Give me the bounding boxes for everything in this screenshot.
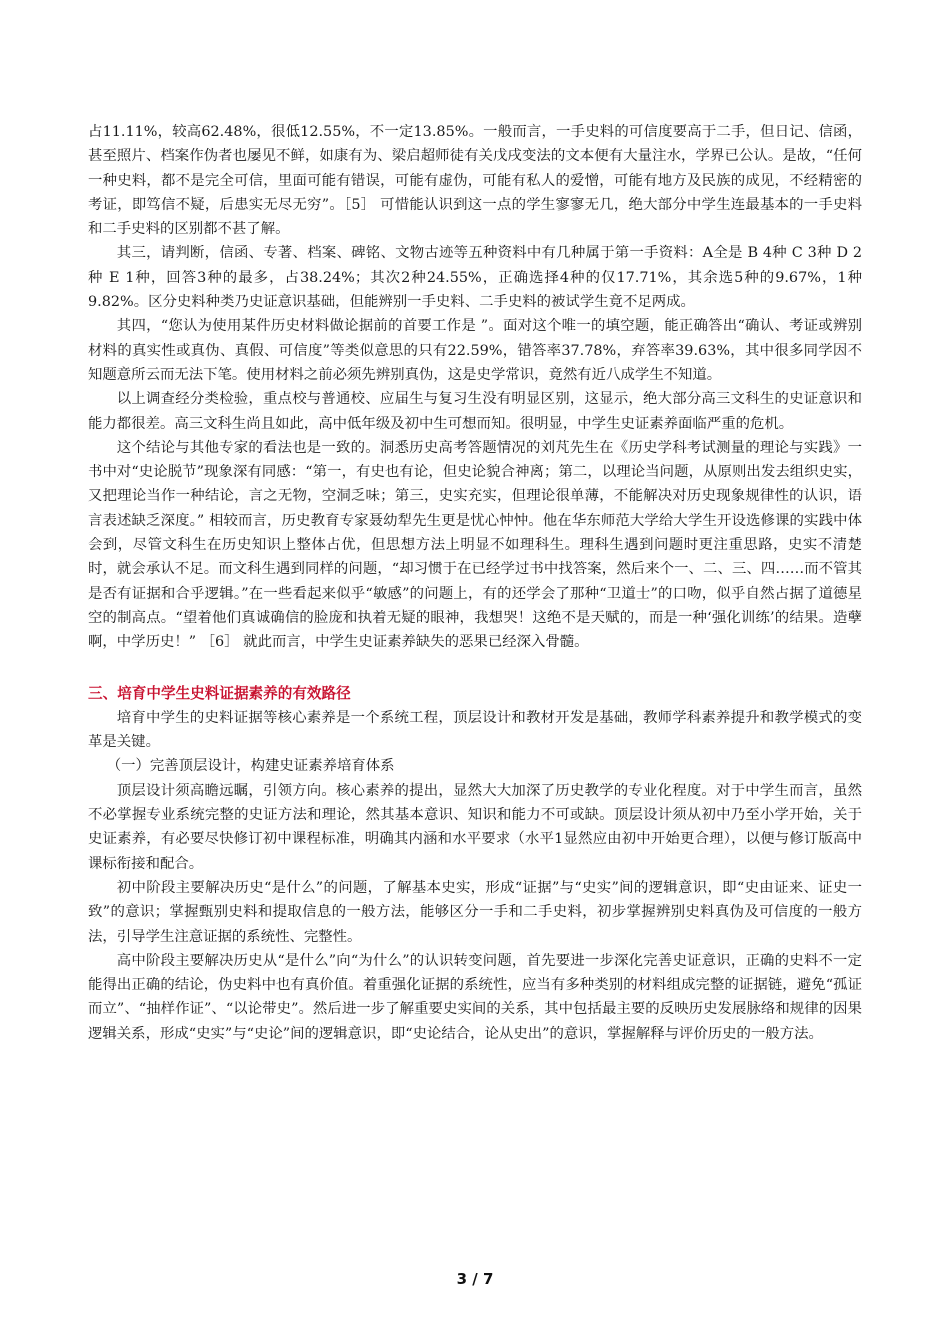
document-body xyxy=(88,120,862,1046)
page-number: 3 / 7 xyxy=(456,1270,494,1288)
paragraphs-before xyxy=(88,120,862,655)
paragraphs-after xyxy=(88,706,862,1046)
paragraph: 培育中学生的史料证据等核心素养是一个系统工程，顶层设计和教材开发是基础，教师学科素养提升和教学模式的变革是关键。 xyxy=(88,709,862,751)
paragraph: 其三，请判断，信函、专著、档案、碑铭、文物古迹等五种资料中有几种属于第一手资料：A全是 B 4种 C 3种 D 2种 E 1种，回答3种的最多，占38.24%；其次2种24.55%，正确选择4种的仅17.71%，其余选5种的9.67%，1种9.82%。区分史料种类乃史证意识基础，但能辨别一手史料、二手史料的被试学生竟不足两成。 xyxy=(88,245,862,311)
paragraph: 顶层设计须高瞻远瞩，引领方向。核心素养的提出，显然大大加深了历史教学的专业化程度。对于中学生而言，虽然不必掌握专业系统完整的史证方法和理论，然其基本意识、知识和能力不可或缺。顶层设计须从初中乃至小学开始，关于史证素养，有必要尽快修订初中课程标准，明确其内涵和水平要求（水平1显然应由初中开始更合理），以便与修订版高中课标衔接和配合。 xyxy=(88,782,862,872)
paragraph: 其四，“您认为使用某件历史材料做论据前的首要工作是 ”。面对这个唯一的填空题，能正确答出“确认、考证或辨别材料的真实性或真伪、真假、可信度”等类似意思的只有22.59%，错答率37.78%，弃答率39.63%，其中很多同学因不知题意所云而无法下笔。使用材料之前必须先辨别真伪，这是史学常识，竟然有近八成学生不知道。 xyxy=(88,318,862,383)
paragraph: 高中阶段主要解决历史从“是什么”向“为什么”的认识转变问题，首先要进一步深化完善史证意识，正确的史料不一定能得出正确的结论，伪史料中也有真价值。着重强化证据的系统性，应当有多种类别的材料组成完整的证据链，避免“孤证而立”、“抽样作证”、“以论带史”。然后进一步了解重要史实间的关系，其中包括最主要的反映历史发展脉络和规律的因果逻辑关系，形成“史实”与“史论”间的逻辑意识，即“史论结合，论从史出”的意识，掌握解释与评价历史的一般方法。 xyxy=(88,952,862,1042)
paragraph: 占11.11%，较高62.48%，很低12.55%，不一定13.85%。一般而言，一手史料的可信度要高于二手，但日记、信函，甚至照片、档案作伪者也屡见不鲜，如康有为、梁启超师徒有关戊戌变法的文本便有大量注水，学界已公认。是故，“任何一种史料，都不是完全可信，里面可能有错误，可能有虚伪，可能有私人的爱憎，可能有地方及民族的成见，不经精密的考证，即笃信不疑，后患实无尽无穷”。［5］ 可惜能认识到这一点的学生寥寥无几，绝大部分中学生连最基本的一手史料和二手史料的区别都不甚了解。 xyxy=(88,124,862,238)
subsection-heading: （一）完善顶层设计，构建史证素养培育体系 xyxy=(106,758,395,775)
section-heading: 三、培育中学生史料证据素养的有效路径 xyxy=(88,684,351,702)
paragraph: 初中阶段主要解决历史“是什么”的问题，了解基本史实，形成“证据”与“史实”间的逻辑意识，即“史由证来、证史一致”的意识；掌握甄别史料和提取信息的一般方法，能够区分一手和二手史料，初步掌握辨别史料真伪及可信度的一般方法，引导学生注意证据的系统性、完整性。 xyxy=(88,879,862,945)
paragraph: 以上调查经分类检验，重点校与普通校、应届生与复习生没有明显区别，这显示，绝大部分高三文科生的史证意识和能力都很差。高三文科生尚且如此，高中低年级及初中生可想而知。很明显，中学生史证素养面临严重的危机。 xyxy=(88,391,862,432)
paragraph: 这个结论与其他专家的看法也是一致的。洞悉历史高考答题情况的刘芃先生在《历史学科考试测量的理论与实践》一书中对“史论脱节”现象深有同感：“第一，有史也有论，但史论貌合神离；第二，以理论当问题，从原则出发去组织史实，又把理论当作一种结论，言之无物，空洞乏味；第三，史实充实，但理论很单薄，不能解决对历史现象规律性的认识，语言表述缺乏深度。” 相较而言，历史教育专家聂幼犁先生更是忧心忡忡。他在华东师范大学给大学生开设选修课的实践中体会到，尽管文科生在历史知识上整体占优，但思想方法上明显不如理科生。理科生遇到问题时更注重思路，史实不清楚时，就会承认不足。而文科生遇到同样的问题，“却习惯于在已经学过书中找答案，然后来个一、二、三、四……而不管其是否有证据和合乎逻辑。”在一些看起来似乎“敏感”的问题上，有的还学会了那种“卫道士”的口吻，似乎自然占据了道德星空的制高点。“望着他们真诚确信的脸庞和执着无疑的眼神，我想哭！这绝不是天赋的，而是一种‘强化训练’的结果。造孽啊，中学历史！” ［6］ 就此而言，中学生史证素养缺失的恶果已经深入骨髓。 xyxy=(88,439,862,651)
